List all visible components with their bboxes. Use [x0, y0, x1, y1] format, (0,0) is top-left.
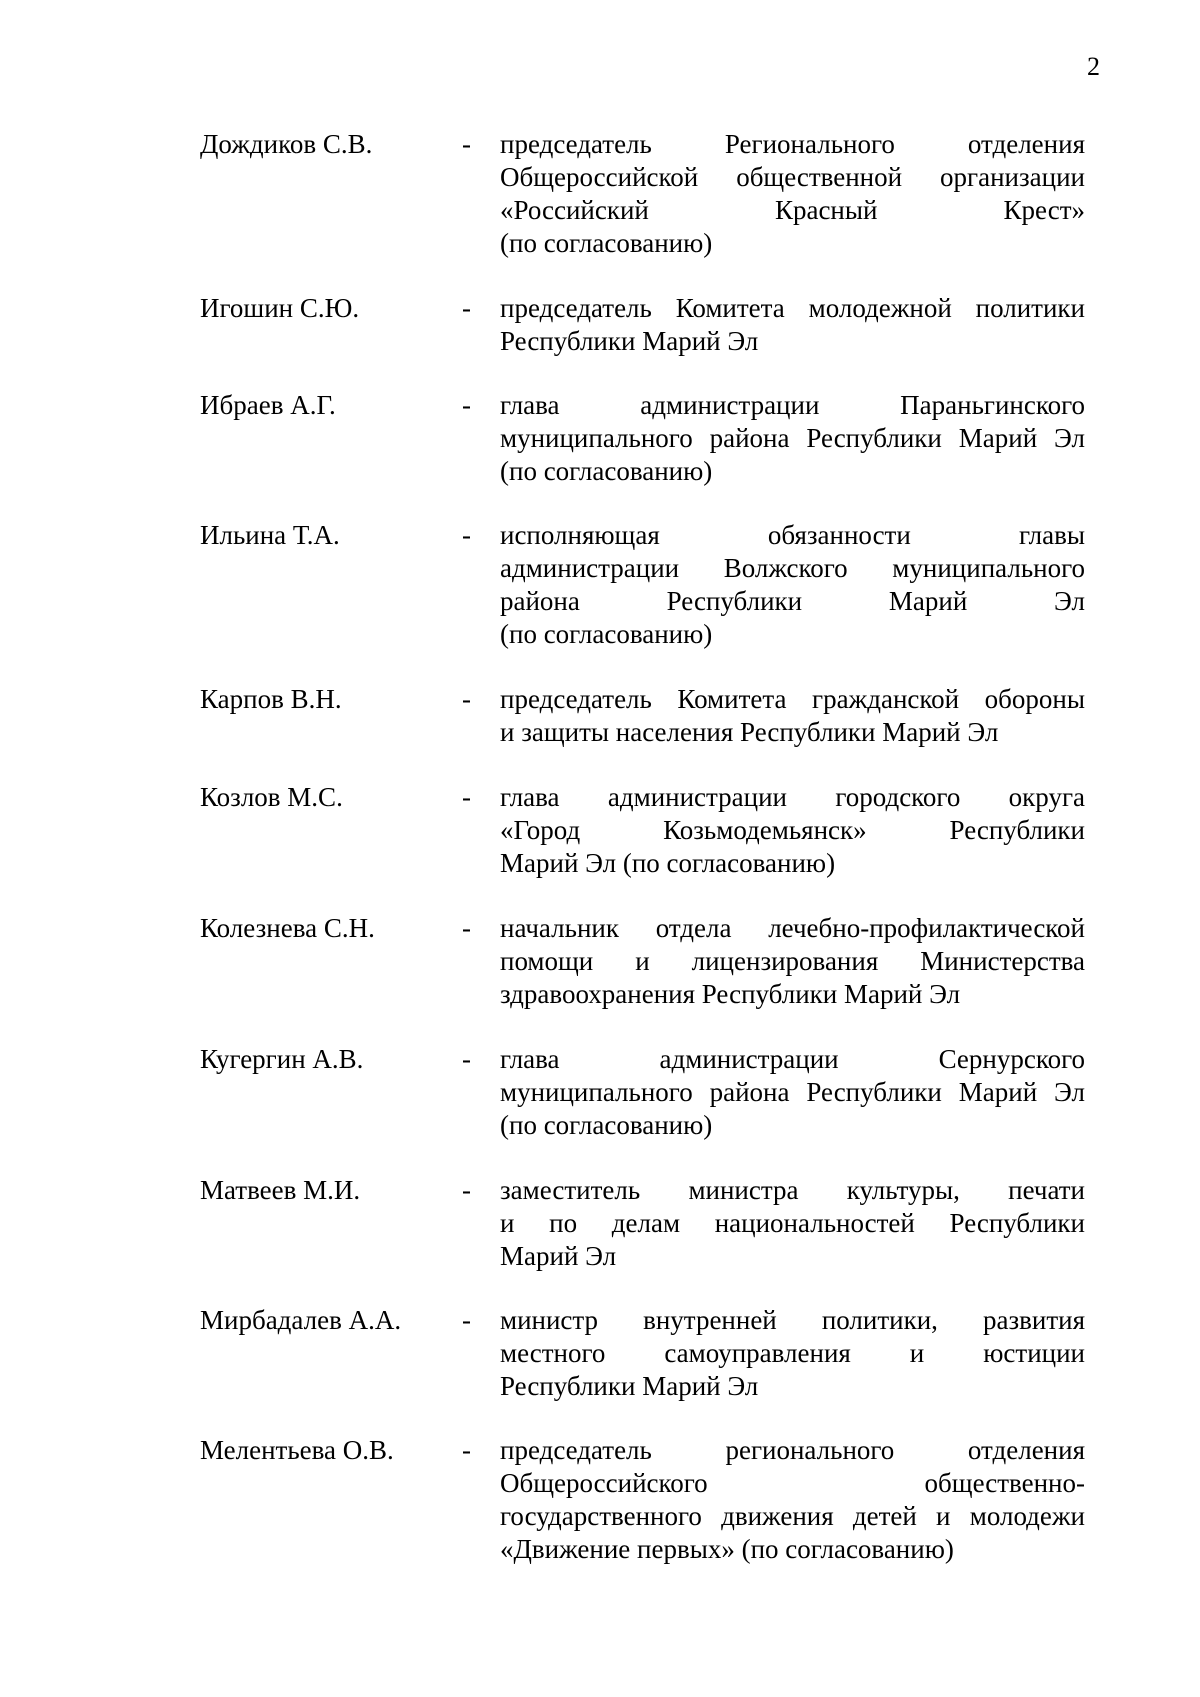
- member-position: [500, 912, 1085, 1011]
- position-line: местного самоуправления и юстиции: [500, 1338, 1085, 1368]
- position-line: глава администрации Параньгинского: [500, 390, 1085, 420]
- position-line: государственного движения детей и молодежи: [500, 1501, 1085, 1531]
- position-line: (по согласованию): [500, 619, 713, 649]
- member-name: Кугергин А.В.: [200, 1044, 364, 1074]
- page-number: 2: [1087, 52, 1100, 81]
- position-line: муниципального района Республики Марий Эл: [500, 423, 1085, 453]
- position-line: Общероссийской общественной организации: [500, 162, 1085, 192]
- position-line: (по согласованию): [500, 228, 713, 258]
- position-line: глава администрации городского округа: [500, 782, 1085, 812]
- member-position: [500, 1434, 1085, 1566]
- position-line: «Город Козьмодемьянск» Республики: [500, 815, 1085, 845]
- position-line: министр внутренней политики, развития: [500, 1305, 1085, 1335]
- member-position: [500, 519, 1085, 651]
- member-position: [500, 1304, 1085, 1403]
- member-name: Ибраев А.Г.: [200, 390, 336, 420]
- position-line: и защиты населения Республики Марий Эл: [500, 717, 999, 747]
- position-line: здравоохранения Республики Марий Эл: [500, 979, 961, 1009]
- position-line: и по делам национальностей Республики: [500, 1208, 1085, 1238]
- dash-separator: -: [462, 1435, 471, 1465]
- member-name: Карпов В.Н.: [200, 684, 342, 714]
- dash-separator: -: [462, 684, 471, 714]
- member-position: [500, 781, 1085, 880]
- position-line: председатель Комитета молодежной политики: [500, 293, 1085, 323]
- position-line: помощи и лицензирования Министерства: [500, 946, 1085, 976]
- dash-separator: -: [462, 782, 471, 812]
- position-line: председатель Регионального отделения: [500, 129, 1085, 159]
- dash-separator: -: [462, 390, 471, 420]
- position-line: администрации Волжского муниципального: [500, 553, 1085, 583]
- position-line: глава администрации Сернурского: [500, 1044, 1085, 1074]
- position-line: «Движение первых» (по согласованию): [500, 1534, 954, 1564]
- position-line: председатель Комитета гражданской обороны: [500, 684, 1085, 714]
- dash-separator: -: [462, 1305, 471, 1335]
- member-name: Дождиков С.В.: [200, 129, 373, 159]
- member-name: Козлов М.С.: [200, 782, 343, 812]
- member-name: Игошин С.Ю.: [200, 293, 360, 323]
- position-line: начальник отдела лечебно-профилактической: [500, 913, 1085, 943]
- member-name: Мирбадалев А.А.: [200, 1305, 402, 1335]
- position-line: председатель регионального отделения: [500, 1435, 1085, 1465]
- position-line: района Республики Марий Эл: [500, 586, 1085, 616]
- dash-separator: -: [462, 129, 471, 159]
- member-position: [500, 128, 1085, 260]
- member-name: Ильина Т.А.: [200, 520, 340, 550]
- member-position: [500, 1043, 1085, 1142]
- dash-separator: -: [462, 913, 471, 943]
- dash-separator: -: [462, 293, 471, 323]
- position-line: «Российский Красный Крест»: [500, 195, 1085, 225]
- position-line: (по согласованию): [500, 1110, 713, 1140]
- member-name: Мелентьева О.В.: [200, 1435, 394, 1465]
- position-line: Марий Эл: [500, 1241, 617, 1271]
- position-line: (по согласованию): [500, 456, 713, 486]
- member-position: [500, 389, 1085, 488]
- position-line: муниципального района Республики Марий Эл: [500, 1077, 1085, 1107]
- position-line: Республики Марий Эл: [500, 1371, 759, 1401]
- position-line: заместитель министра культуры, печати: [500, 1175, 1085, 1205]
- member-position: [500, 683, 1085, 749]
- position-line: исполняющая обязанности главы: [500, 520, 1085, 550]
- position-line: Республики Марий Эл: [500, 326, 759, 356]
- member-name: Колезнева С.Н.: [200, 913, 375, 943]
- member-position: [500, 292, 1085, 358]
- position-line: Марий Эл (по согласованию): [500, 848, 836, 878]
- dash-separator: -: [462, 520, 471, 550]
- dash-separator: -: [462, 1044, 471, 1074]
- member-position: [500, 1174, 1085, 1273]
- dash-separator: -: [462, 1175, 471, 1205]
- member-name: Матвеев М.И.: [200, 1175, 361, 1205]
- position-line: Общероссийского общественно-: [500, 1468, 1085, 1498]
